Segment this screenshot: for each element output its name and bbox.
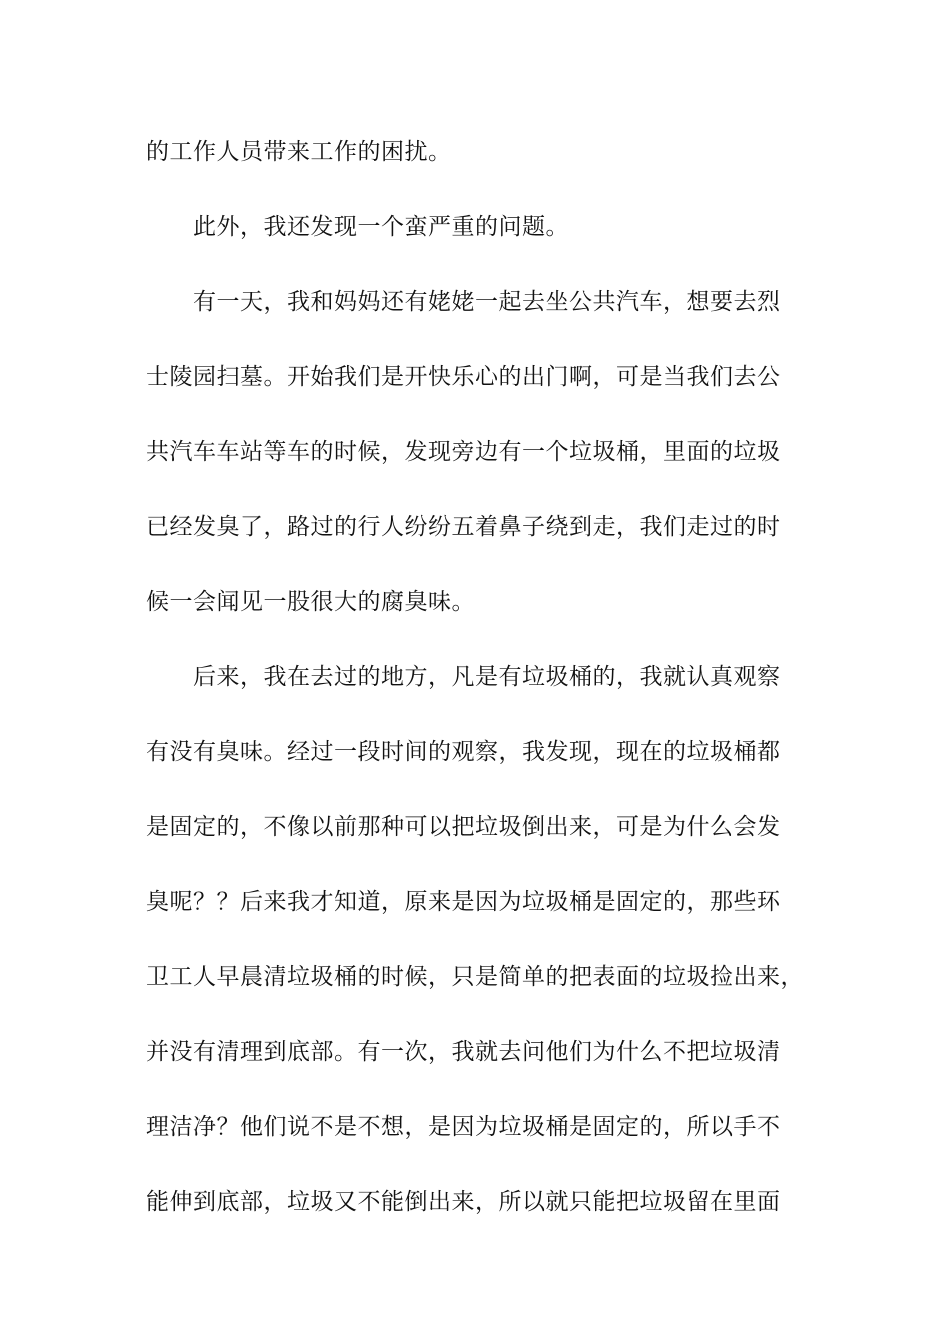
text-line: 并没有清理到底部。有一次，我就去问他们为什么不把垃圾清 (146, 1039, 781, 1065)
paragraph-first-line: 此外，我还发现一个蛮严重的问题。 (193, 214, 569, 240)
text-line: 的工作人员带来工作的困扰。 (146, 139, 452, 165)
text-line: 理洁净？他们说不是不想，是因为垃圾桶是固定的，所以手不 (146, 1114, 781, 1140)
text-line: 是固定的，不像以前那种可以把垃圾倒出来，可是为什么会发 (146, 814, 781, 840)
text-line: 候一会闻见一股很大的腐臭味。 (146, 589, 475, 615)
paragraph-first-line: 后来，我在去过的地方，凡是有垃圾桶的，我就认真观察 (193, 664, 781, 690)
paragraph-first-line: 有一天，我和妈妈还有姥姥一起去坐公共汽车，想要去烈 (193, 289, 781, 315)
text-line: 士陵园扫墓。开始我们是开快乐心的出门啊，可是当我们去公 (146, 364, 781, 390)
text-line: 已经发臭了，路过的行人纷纷五着鼻子绕到走，我们走过的时 (146, 514, 781, 540)
text-line: 共汽车车站等车的时候，发现旁边有一个垃圾桶，里面的垃圾 (146, 439, 781, 465)
text-line: 卫工人早晨清垃圾桶的时候，只是简单的把表面的垃圾捡出来， (146, 964, 804, 990)
text-line: 臭呢？？后来我才知道，原来是因为垃圾桶是固定的，那些环 (146, 889, 781, 915)
text-line: 能伸到底部，垃圾又不能倒出来，所以就只能把垃圾留在里面 (146, 1189, 781, 1215)
text-line: 有没有臭味。经过一段时间的观察，我发现，现在的垃圾桶都 (146, 739, 781, 765)
